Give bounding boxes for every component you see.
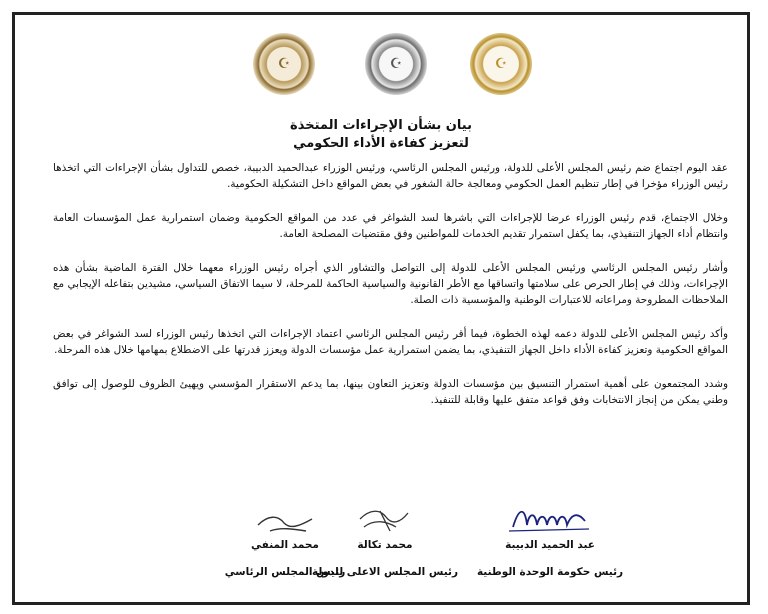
paragraph: وشدد المجتمعون على أهمية استمرار التنسيق بين مؤسسات الدولة وتعزيز التعاون بينها، بما يدعم الاستقرار المؤسسي ويهيئ الظروف للوصول إلى توافق وطني يمكن من إنجاز الانتخابات وفق قواعد متفق عليها وقابلة للتنفيذ.: [53, 378, 728, 406]
signatory-role: رئيس حكومة الوحدة الوطنية: [476, 566, 624, 578]
handwritten-signature: [505, 501, 595, 537]
paragraph: عقد اليوم اجتماع ضم رئيس المجلس الأعلى للدولة، ورئيس المجلس الرئاسي، ورئيس الوزراء عبدالحميد الدبيبة، خصص للتداول بشأن الإجراءات التي اتخذها رئيس الوزراء مؤخرا في إطار تنظيم العمل الحكومي ومعالجة حالة الشغور في بعض المواقع داخل التشكيلة الحكومية.: [53, 162, 728, 190]
emblem-star-icon: ☪: [494, 56, 508, 72]
presidential-council-emblem: [365, 33, 427, 95]
signature-block-presidential-council: [210, 501, 360, 581]
emblem-star-icon: ☪: [277, 56, 291, 72]
signatures: [15, 501, 747, 591]
signatory-name: محمد المنفي: [251, 539, 319, 551]
paragraph: وأشار رئيس المجلس الرئاسي ورئيس المجلس الأعلى للدولة إلى التواصل والتشاور الذي أجراه رئيس الوزراء معهما خلال الفترة الماضية بشأن هذه الإجراءات، وذلك في إطار الحرص على سلامتها واتساقها مع الأطر القانونية والسياسية الحاكمة للمرحلة، لا سيما الاتفاق السياسي، مشيدين بتفاعله الإيجابي مع الملاحظات المطروحة ومراعاته للاعتبارات الوطنية والمؤسسية ذات الصلة.: [53, 262, 728, 306]
state-council-emblem: [253, 33, 315, 95]
signatory-name: عبد الحميد الدبيبة: [505, 539, 595, 551]
signatory-role: رئيس المجلس الاعلى للدولة: [312, 566, 458, 578]
paragraph: وأكد رئيس المجلس الأعلى للدولة دعمه لهذه الخطوة، فيما أقر رئيس المجلس الرئاسي اعتماد الإجراءات التي اتخذها رئيس الوزراء لسد الشواغر في بعض المواقع الحكومية وتعزيز كفاءة الأداء داخل الجهاز التنفيذي، بما يضمن استمرارية عمل مؤسسات الدولة ويعزز قدرتها على الاضطلاع بمهامها خلال هذه المرحلة.: [53, 328, 728, 356]
emblems-row: [15, 33, 747, 99]
paragraph: وخلال الاجتماع، قدم رئيس الوزراء عرضا للإجراءات التي باشرها لسد الشواغر في عدد من المواقع الحكومية وضمان استمرارية عمل المؤسسات العامة وانتظام أداء الجهاز التنفيذي، بما يكفل استمرار تقديم الخدمات للمواطنين وفق مقتضيات المصلحة العامة.: [53, 212, 728, 240]
statement-title: [15, 117, 747, 153]
handwritten-signature: [250, 501, 320, 537]
signatory-name: محمد تكالة: [357, 539, 413, 551]
emblem-star-icon: ☪: [389, 56, 403, 72]
government-emblem: [470, 33, 532, 95]
document-frame: [12, 12, 750, 605]
handwritten-signature: [350, 501, 420, 537]
signatory-role: رئيس المجلس الرئاسي: [224, 566, 346, 578]
signature-block-pm: [475, 501, 625, 581]
statement-body: [53, 161, 728, 409]
title-line-1: بيان بشأن الإجراءات المتخذة: [290, 118, 472, 133]
title-line-2: لتعزيز كفاءة الأداء الحكومي: [293, 136, 469, 151]
